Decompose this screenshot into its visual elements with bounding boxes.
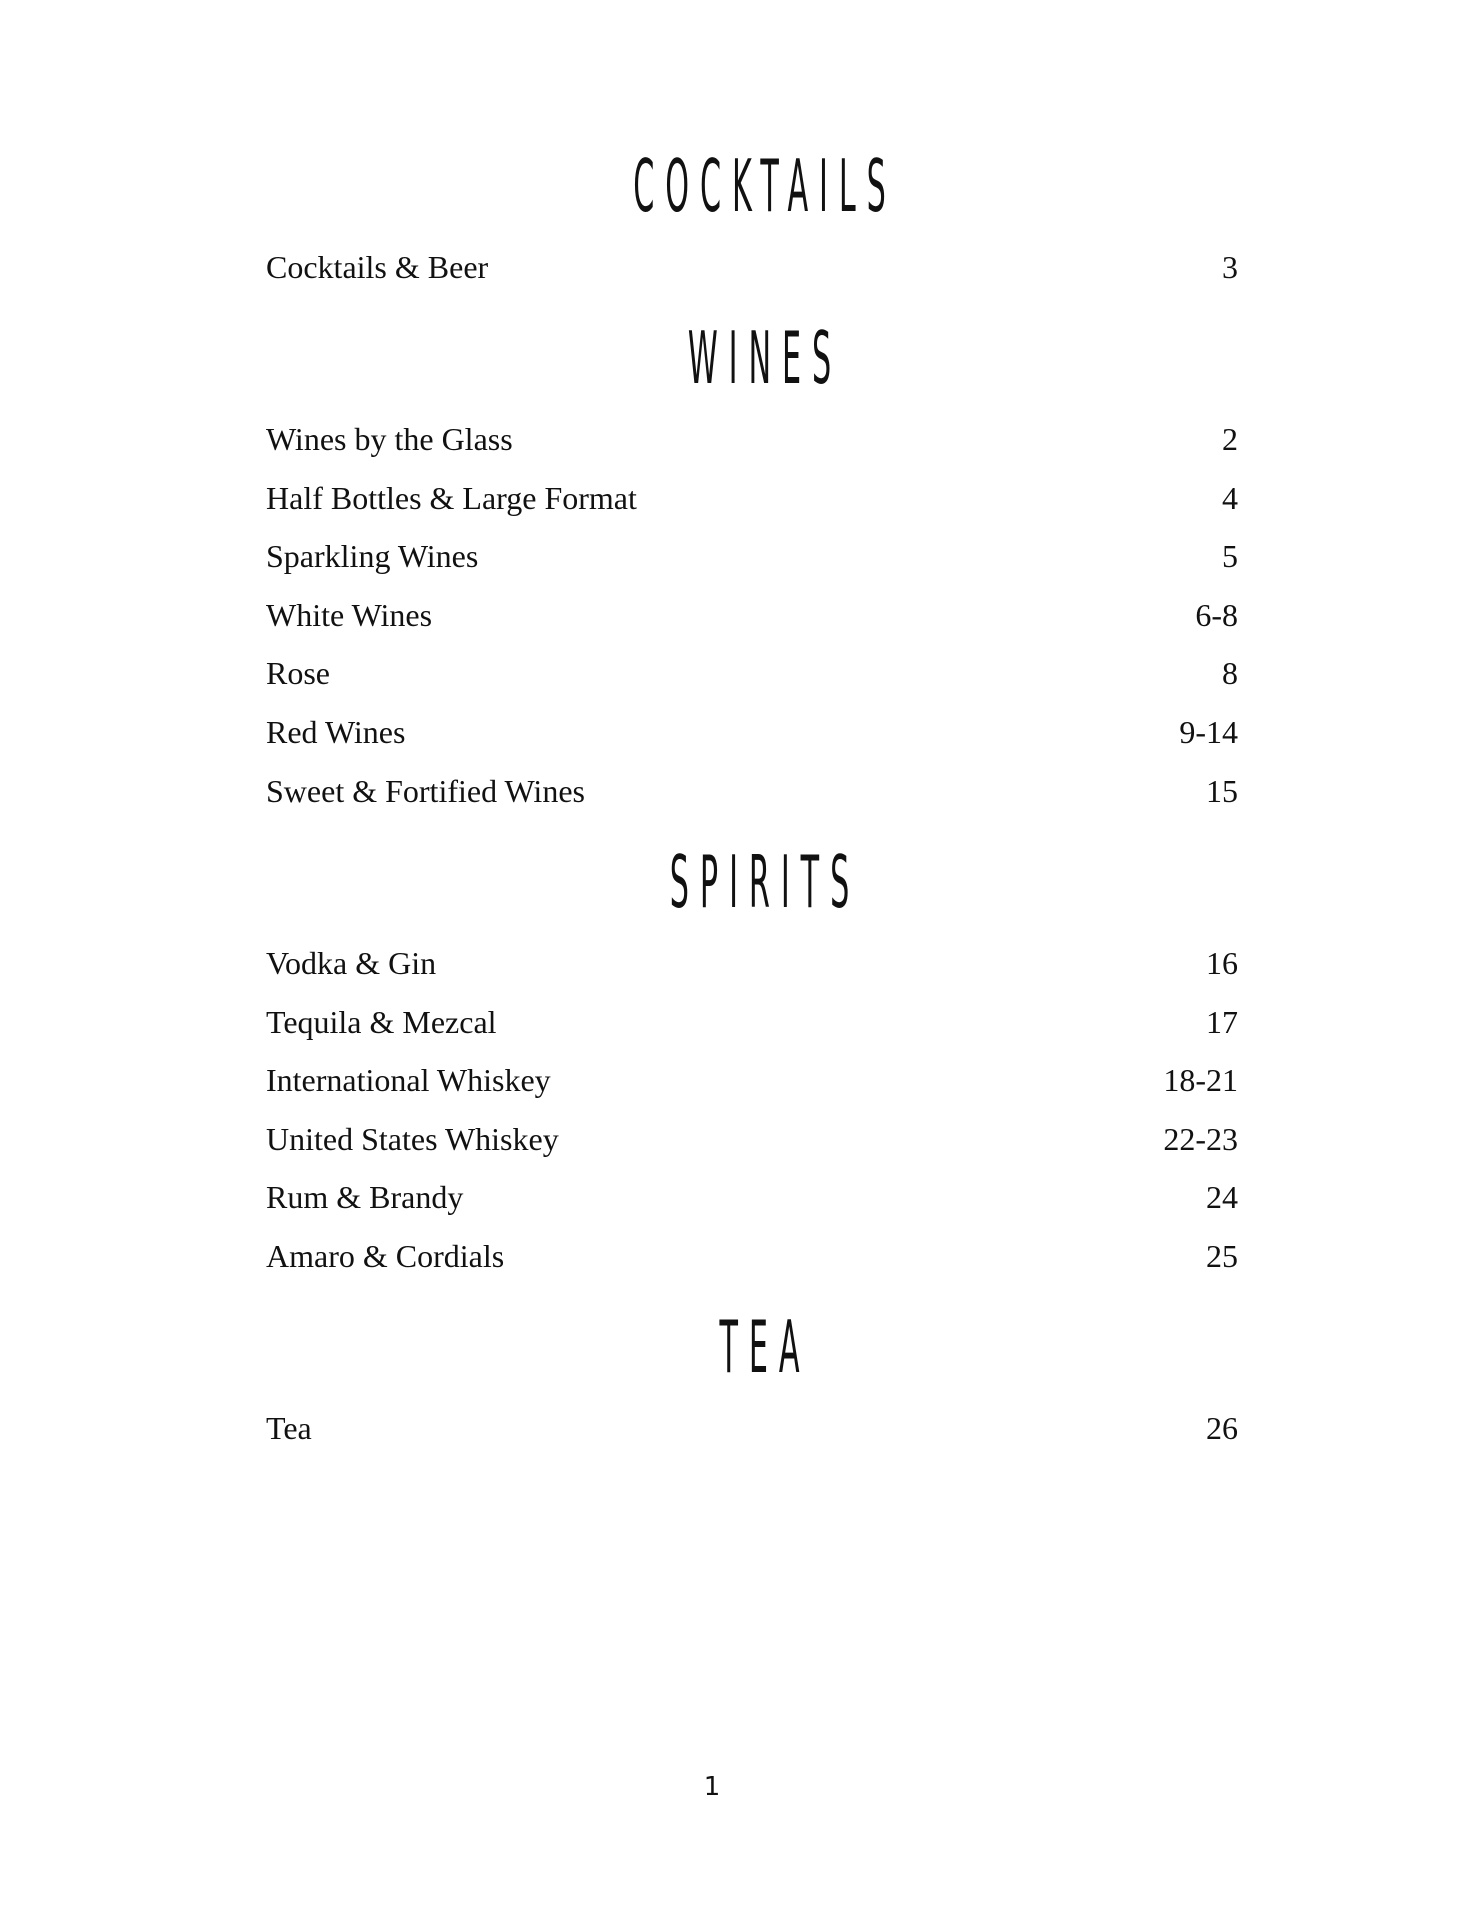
entry-label: Sweet & Fortified Wines: [266, 772, 585, 809]
entry-list: [266, 410, 1238, 820]
entry-label: Tea: [266, 1410, 312, 1446]
entry-label: Amaro & Cordials: [266, 1237, 505, 1274]
toc-entry: [266, 644, 1238, 703]
entry-page: 15: [1206, 772, 1238, 809]
entry-page: 17: [1206, 1003, 1238, 1040]
toc-entry: [266, 1227, 1238, 1286]
entry-label: Tequila & Mezcal: [266, 1003, 497, 1040]
entry-page: 24: [1206, 1179, 1238, 1216]
entry-label: Wines by the Glass: [266, 421, 513, 457]
toc-entry: [266, 1399, 1238, 1458]
entry-page: 5: [1222, 538, 1238, 575]
toc-entry: [266, 527, 1238, 586]
section-title: WINES: [687, 316, 843, 400]
section-wines: [266, 316, 1238, 820]
entry-page: 26: [1206, 1410, 1238, 1446]
toc-entry: [266, 1051, 1238, 1110]
entry-label: Vodka & Gin: [266, 945, 437, 981]
toc-entry: [266, 703, 1238, 762]
toc-entry: [266, 1168, 1238, 1227]
toc-entry: [266, 993, 1238, 1052]
section-title: COCKTAILS: [633, 144, 897, 228]
entry-page: 18-21: [1163, 1062, 1238, 1099]
entry-label: International Whiskey: [266, 1062, 551, 1099]
entry-label: United States Whiskey: [266, 1120, 559, 1157]
entry-label: Sparkling Wines: [266, 538, 479, 575]
toc-entry: [266, 934, 1238, 993]
entry-list: [266, 1399, 1238, 1458]
entry-label: Half Bottles & Large Format: [266, 479, 637, 516]
toc-entry: [266, 762, 1238, 821]
entry-page: 9-14: [1179, 713, 1238, 750]
entry-label: Cocktails & Beer: [266, 249, 489, 285]
entry-label: Rose: [266, 655, 330, 692]
toc-entry: [266, 1110, 1238, 1169]
section-title: SPIRITS: [669, 840, 861, 924]
section-title: TEA: [719, 1305, 811, 1389]
entry-page: 4: [1222, 479, 1238, 516]
section-cocktails: [266, 144, 1238, 297]
entry-label: Red Wines: [266, 713, 406, 750]
toc-entry: [266, 586, 1238, 645]
entry-page: 25: [1206, 1237, 1238, 1274]
toc-entry: [266, 238, 1238, 297]
entry-label: Rum & Brandy: [266, 1179, 464, 1216]
entry-list: [266, 934, 1238, 1286]
entry-page: 3: [1222, 249, 1238, 285]
section-tea: [266, 1305, 1238, 1458]
toc-entry: [266, 469, 1238, 528]
entry-page: 16: [1206, 945, 1238, 981]
entry-label: White Wines: [266, 596, 433, 633]
entry-page: 6-8: [1195, 596, 1238, 633]
entry-page: 22-23: [1163, 1120, 1238, 1157]
page-number: 1: [703, 1772, 721, 1802]
toc-entry: [266, 410, 1238, 469]
entry-page: 8: [1222, 655, 1238, 692]
entry-list: [266, 238, 1238, 297]
section-spirits: [266, 840, 1238, 1286]
entry-page: 2: [1222, 421, 1238, 457]
